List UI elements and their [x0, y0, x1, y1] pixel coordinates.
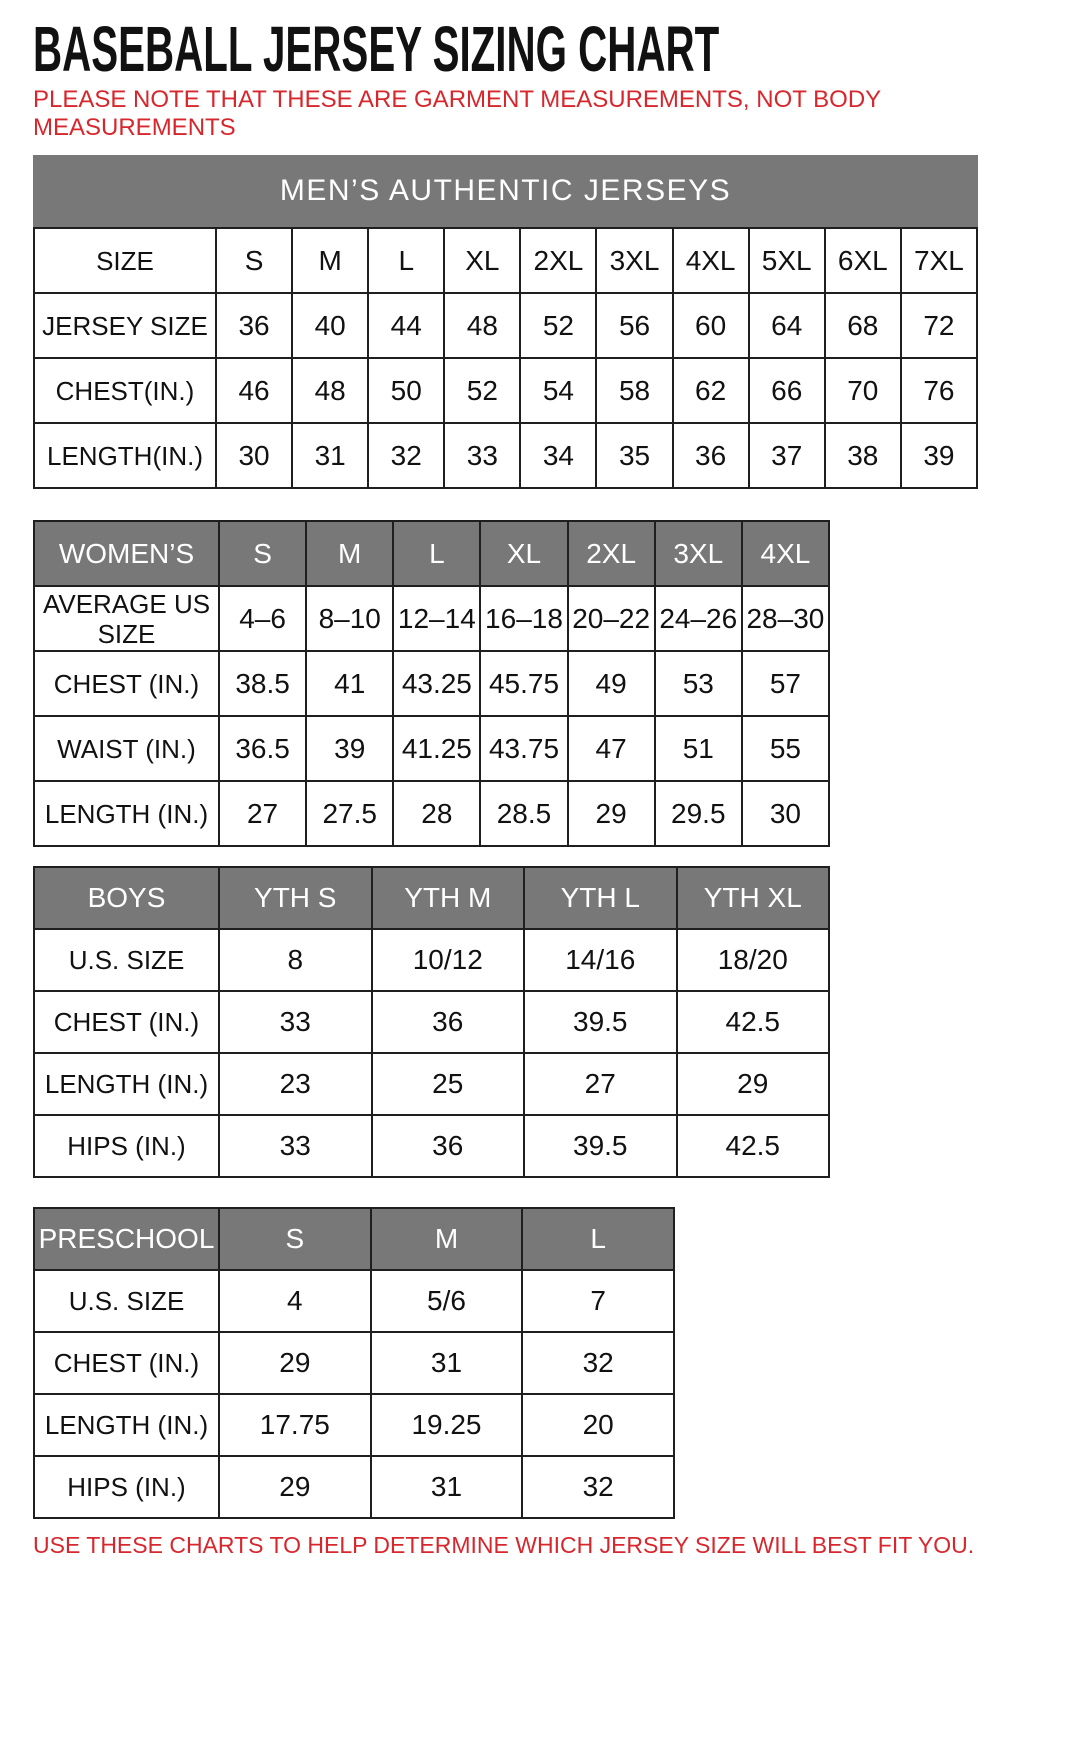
womens-row-label-0: AVERAGE US SIZE	[34, 586, 219, 651]
boys-cell-r3-c1: 36	[372, 1115, 525, 1177]
mens-cell-r1-c0: 36	[216, 293, 292, 358]
womens-jerseys-table-section	[33, 520, 830, 847]
preschool-cell-r3-c0: 29	[219, 1456, 371, 1518]
womens-header-col-2: L	[393, 521, 480, 586]
womens-row-label-2: WAIST (IN.)	[34, 716, 219, 781]
preschool-cell-r1-c2: 32	[522, 1332, 674, 1394]
mens-cell-r3-c7: 37	[749, 423, 825, 488]
womens-header-col-6: 4XL	[742, 521, 829, 586]
footer-note: USE THESE CHARTS TO HELP DETERMINE WHICH JERSEY SIZE WILL BEST FIT YOU.	[33, 1532, 975, 1558]
womens-cell-r2-c4: 47	[568, 716, 655, 781]
preschool-row-2	[34, 1394, 674, 1456]
mens-cell-r3-c9: 39	[901, 423, 977, 488]
womens-cell-r0-c6: 28–30	[742, 586, 829, 651]
boys-cell-r1-c3: 42.5	[677, 991, 830, 1053]
mens-cell-r1-c3: 48	[444, 293, 520, 358]
mens-row-label-1: JERSEY SIZE	[34, 293, 216, 358]
boys-cell-r1-c2: 39.5	[524, 991, 677, 1053]
womens-cell-r1-c5: 53	[655, 651, 742, 716]
womens-cell-r3-c0: 27	[219, 781, 306, 846]
mens-cell-r2-c4: 54	[520, 358, 596, 423]
boys-cell-r2-c3: 29	[677, 1053, 830, 1115]
womens-cell-r1-c2: 43.25	[393, 651, 480, 716]
womens-header-label: WOMEN’S	[34, 521, 219, 586]
mens-banner: MEN’S AUTHENTIC JERSEYS	[33, 155, 978, 227]
womens-cell-r2-c5: 51	[655, 716, 742, 781]
preschool-row-3	[34, 1456, 674, 1518]
womens-row-0	[34, 586, 829, 651]
boys-row-label-1: CHEST (IN.)	[34, 991, 219, 1053]
preschool-table	[33, 1207, 675, 1519]
preschool-cell-r1-c1: 31	[371, 1332, 523, 1394]
mens-cell-r2-c6: 62	[673, 358, 749, 423]
boys-row-1	[34, 991, 829, 1053]
mens-cell-r2-c7: 66	[749, 358, 825, 423]
boys-cell-r0-c2: 14/16	[524, 929, 677, 991]
boys-cell-r3-c0: 33	[219, 1115, 372, 1177]
boys-header-col-0: YTH S	[219, 867, 372, 929]
mens-cell-r0-c3: XL	[444, 228, 520, 293]
preschool-header-col-0: S	[219, 1208, 371, 1270]
mens-cell-r1-c8: 68	[825, 293, 901, 358]
mens-cell-r2-c3: 52	[444, 358, 520, 423]
mens-row-label-2: CHEST(IN.)	[34, 358, 216, 423]
mens-cell-r1-c9: 72	[901, 293, 977, 358]
preschool-cell-r3-c2: 32	[522, 1456, 674, 1518]
womens-cell-r1-c3: 45.75	[480, 651, 567, 716]
boys-cell-r1-c0: 33	[219, 991, 372, 1053]
boys-header-col-2: YTH L	[524, 867, 677, 929]
boys-header-col-1: YTH M	[372, 867, 525, 929]
mens-row-label-3: LENGTH(IN.)	[34, 423, 216, 488]
womens-cell-r2-c0: 36.5	[219, 716, 306, 781]
mens-cell-r0-c8: 6XL	[825, 228, 901, 293]
womens-cell-r0-c2: 12–14	[393, 586, 480, 651]
womens-cell-r1-c4: 49	[568, 651, 655, 716]
boys-cell-r1-c1: 36	[372, 991, 525, 1053]
boys-header-row	[34, 867, 829, 929]
boys-row-label-0: U.S. SIZE	[34, 929, 219, 991]
mens-cell-r3-c6: 36	[673, 423, 749, 488]
mens-cell-r2-c1: 48	[292, 358, 368, 423]
boys-cell-r3-c2: 39.5	[524, 1115, 677, 1177]
boys-row-3	[34, 1115, 829, 1177]
boys-cell-r0-c0: 8	[219, 929, 372, 991]
mens-row-3	[34, 423, 977, 488]
womens-row-1	[34, 651, 829, 716]
preschool-cell-r2-c1: 19.25	[371, 1394, 523, 1456]
mens-row-1	[34, 293, 977, 358]
preschool-cell-r3-c1: 31	[371, 1456, 523, 1518]
womens-header-col-4: 2XL	[568, 521, 655, 586]
mens-cell-r1-c6: 60	[673, 293, 749, 358]
boys-cell-r2-c0: 23	[219, 1053, 372, 1115]
mens-cell-r1-c2: 44	[368, 293, 444, 358]
womens-cell-r3-c5: 29.5	[655, 781, 742, 846]
womens-row-label-3: LENGTH (IN.)	[34, 781, 219, 846]
womens-cell-r0-c5: 24–26	[655, 586, 742, 651]
boys-jerseys-table-section	[33, 866, 830, 1178]
boys-row-0	[34, 929, 829, 991]
womens-row-3	[34, 781, 829, 846]
mens-cell-r0-c2: L	[368, 228, 444, 293]
preschool-row-1	[34, 1332, 674, 1394]
womens-cell-r3-c6: 30	[742, 781, 829, 846]
womens-cell-r3-c3: 28.5	[480, 781, 567, 846]
womens-row-2	[34, 716, 829, 781]
mens-cell-r3-c3: 33	[444, 423, 520, 488]
preschool-cell-r2-c2: 20	[522, 1394, 674, 1456]
womens-cell-r0-c0: 4–6	[219, 586, 306, 651]
mens-cell-r3-c5: 35	[596, 423, 672, 488]
mens-row-2	[34, 358, 977, 423]
preschool-header-label: PRESCHOOL	[34, 1208, 219, 1270]
boys-row-label-3: HIPS (IN.)	[34, 1115, 219, 1177]
mens-cell-r0-c4: 2XL	[520, 228, 596, 293]
preschool-cell-r1-c0: 29	[219, 1332, 371, 1394]
womens-header-row	[34, 521, 829, 586]
mens-cell-r2-c8: 70	[825, 358, 901, 423]
boys-header-label: BOYS	[34, 867, 219, 929]
womens-cell-r2-c1: 39	[306, 716, 393, 781]
preschool-cell-r2-c0: 17.75	[219, 1394, 371, 1456]
womens-cell-r1-c1: 41	[306, 651, 393, 716]
mens-cell-r3-c8: 38	[825, 423, 901, 488]
mens-cell-r2-c5: 58	[596, 358, 672, 423]
womens-cell-r3-c4: 29	[568, 781, 655, 846]
womens-cell-r3-c1: 27.5	[306, 781, 393, 846]
mens-cell-r1-c7: 64	[749, 293, 825, 358]
womens-header-col-3: XL	[480, 521, 567, 586]
boys-row-2	[34, 1053, 829, 1115]
boys-row-label-2: LENGTH (IN.)	[34, 1053, 219, 1115]
preschool-cell-r0-c0: 4	[219, 1270, 371, 1332]
mens-cell-r2-c0: 46	[216, 358, 292, 423]
womens-table	[33, 520, 830, 847]
preschool-row-label-0: U.S. SIZE	[34, 1270, 219, 1332]
boys-cell-r0-c1: 10/12	[372, 929, 525, 991]
mens-cell-r1-c4: 52	[520, 293, 596, 358]
mens-cell-r3-c1: 31	[292, 423, 368, 488]
womens-cell-r0-c1: 8–10	[306, 586, 393, 651]
womens-cell-r1-c0: 38.5	[219, 651, 306, 716]
measurement-note: PLEASE NOTE THAT THESE ARE GARMENT MEASUREMENTS, NOT BODY MEASUREMENTS	[33, 86, 881, 141]
preschool-header-col-2: L	[522, 1208, 674, 1270]
page-title: BASEBALL JERSEY SIZING CHART	[33, 13, 720, 85]
preschool-header-col-1: M	[371, 1208, 523, 1270]
mens-cell-r0-c6: 4XL	[673, 228, 749, 293]
mens-cell-r0-c7: 5XL	[749, 228, 825, 293]
mens-row-label-0: SIZE	[34, 228, 216, 293]
mens-row-0	[34, 228, 977, 293]
womens-cell-r2-c6: 55	[742, 716, 829, 781]
preschool-cell-r0-c2: 7	[522, 1270, 674, 1332]
mens-jerseys-table-section	[33, 155, 978, 489]
mens-cell-r3-c0: 30	[216, 423, 292, 488]
mens-table	[33, 227, 978, 489]
mens-cell-r2-c9: 76	[901, 358, 977, 423]
mens-cell-r0-c9: 7XL	[901, 228, 977, 293]
mens-cell-r3-c4: 34	[520, 423, 596, 488]
womens-header-col-5: 3XL	[655, 521, 742, 586]
womens-cell-r2-c2: 41.25	[393, 716, 480, 781]
mens-cell-r0-c5: 3XL	[596, 228, 672, 293]
mens-cell-r1-c1: 40	[292, 293, 368, 358]
preschool-jerseys-table-section	[33, 1207, 675, 1519]
boys-header-col-3: YTH XL	[677, 867, 830, 929]
mens-cell-r1-c5: 56	[596, 293, 672, 358]
preschool-row-label-3: HIPS (IN.)	[34, 1456, 219, 1518]
preschool-header-row	[34, 1208, 674, 1270]
mens-cell-r3-c2: 32	[368, 423, 444, 488]
preschool-row-label-2: LENGTH (IN.)	[34, 1394, 219, 1456]
boys-cell-r3-c3: 42.5	[677, 1115, 830, 1177]
womens-cell-r0-c3: 16–18	[480, 586, 567, 651]
mens-cell-r2-c2: 50	[368, 358, 444, 423]
womens-cell-r2-c3: 43.75	[480, 716, 567, 781]
preschool-row-label-1: CHEST (IN.)	[34, 1332, 219, 1394]
mens-cell-r0-c0: S	[216, 228, 292, 293]
boys-cell-r0-c3: 18/20	[677, 929, 830, 991]
womens-cell-r0-c4: 20–22	[568, 586, 655, 651]
mens-cell-r0-c1: M	[292, 228, 368, 293]
womens-row-label-1: CHEST (IN.)	[34, 651, 219, 716]
boys-table	[33, 866, 830, 1178]
womens-header-col-0: S	[219, 521, 306, 586]
womens-cell-r1-c6: 57	[742, 651, 829, 716]
preschool-cell-r0-c1: 5/6	[371, 1270, 523, 1332]
preschool-row-0	[34, 1270, 674, 1332]
boys-cell-r2-c1: 25	[372, 1053, 525, 1115]
womens-header-col-1: M	[306, 521, 393, 586]
womens-cell-r3-c2: 28	[393, 781, 480, 846]
boys-cell-r2-c2: 27	[524, 1053, 677, 1115]
